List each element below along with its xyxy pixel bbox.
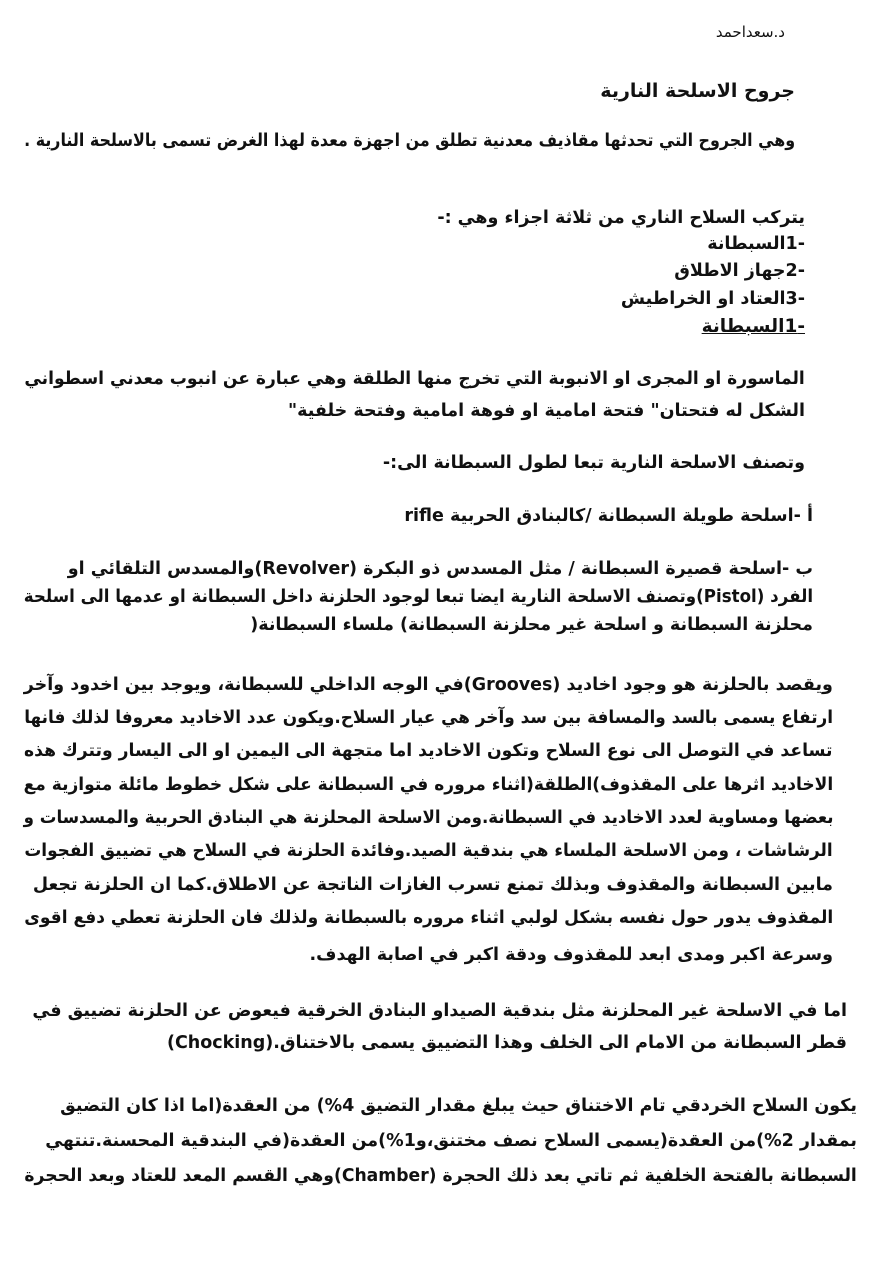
- choke-line-1: يكون السلاح الخردقي تام الاختناق حيث يبلغ مقدار التضيق 4%) من العقدة(اما اذا كان التضيق: [60, 1096, 857, 1116]
- part-item-2: -2جهاز الاطلاق: [674, 261, 805, 281]
- class-b-line-2: الفرد (Pistol)وتصنف الاسلحة النارية ايضا تبعا لوجود الحلزنة داخل السبطانة او عدمها الى اسلحة: [23, 587, 813, 607]
- parts-intro: يتركب السلاح الناري من ثلاثة اجزاء وهي :-: [437, 208, 805, 228]
- smooth-bore-line-2: قطر السبطانة من الامام الى الخلف وهذا التضييق يسمى بالاختناق.(Chocking): [166, 1033, 847, 1053]
- class-b-line-3: محلزنة السبطانة و اسلحة غير محلزنة السبطانة) ملساء السبطانة(: [250, 615, 813, 635]
- section-heading-barrel: -1السبطانة: [701, 316, 805, 337]
- choke-line-3: السبطانة بالفتحة الخلفية ثم تاتي بعد ذلك الحجرة (Chamber)وهي القسم المعد للعتاد وبعد الحجرة: [24, 1166, 857, 1186]
- intro-line-1: وهي الجروح التي تحدثها مقاذيف معدنية تطلق من اجهزة معدة لهذا الغرض تسمى بالاسلحة النارية .: [23, 131, 795, 151]
- part-item-3: -3العتاد او الخراطيش: [620, 289, 805, 309]
- rifling-line-6: الرشاشات ، ومن الاسلحة الملساء هي بندقية الصيد.وفائدة الحلزنة في السلاح هي تضييق الفجوات: [24, 841, 833, 861]
- rifling-line-2: ارتفاع يسمى بالسد والمسافة بين سد وآخر هي عيار السلاح.ويكون عدد الاخاديد معروفا لذلك فانها: [24, 708, 833, 728]
- classification-intro: وتصنف الاسلحة النارية تبعا لطول السبطانة الى:-: [382, 453, 805, 473]
- class-b-line-1: ب -اسلحة قصيرة السبطانة / مثل المسدس ذو البكرة (Revolver)والمسدس التلقائي او: [67, 559, 813, 579]
- choke-line-2: بمقدار 2%)من العقدة(يسمى السلاح نصف مختنق،و1%)من العقدة(في البندقية المحسنة.تنتهي: [45, 1131, 857, 1151]
- rifling-line-3: تساعد في التوصل الى نوع السلاح وتكون الاخاديد اما متجهة الى اليمين او الى اليسار وتترك هذه: [24, 741, 833, 761]
- barrel-def-line-2: الشكل له فتحتان" فتحة امامية او فوهة امامية وفتحة خلفية": [288, 401, 805, 421]
- barrel-def-line-1: الماسورة او المجرى او الانبوبة التي تخرج منها الطلقة وهي عبارة عن انبوب معدني اسطواني: [24, 369, 805, 389]
- rifling-line-4: الاخاديد اثرها على المقذوف)الطلقة(اثناء مروره في السبطانة على شكل خطوط مائلة متوازية مع: [23, 775, 833, 795]
- part-item-1: -1السبطانة: [707, 234, 805, 254]
- class-a-line: أ -اسلحة طويلة السبطانة /كالبنادق الحربية rifle: [404, 506, 813, 526]
- rifling-line-9: وسرعة اكبر ومدى ابعد للمقذوف ودقة اكبر في اصابة الهدف.: [309, 945, 833, 965]
- rifling-line-7: مابين السبطانة والمقذوف وبذلك تمنع تسرب الغازات الناتجة عن الاطلاق.كما ان الحلزنة تجعل: [32, 875, 833, 895]
- rifling-line-1: ويقصد بالحلزنة هو وجود اخاديد (Grooves)في الوجه الداخلي للسبطانة، ويوجد بين اخدود وآخر: [23, 675, 833, 695]
- rifling-line-8: المقذوف يدور حول نفسه بشكل لولبي اثناء مروره بالسبطانة ولذلك فان الحلزنة تعطي دفع اقوى: [24, 908, 833, 928]
- smooth-bore-line-1: اما في الاسلحة غير المحلزنة مثل بندقية الصيداو البنادق الخرقية فيعوض عن الحلزنة تضييق في: [32, 1001, 847, 1021]
- author-name: د.سعداحمد: [715, 23, 785, 41]
- document-title: جروح الاسلحة النارية: [600, 80, 795, 102]
- rifling-line-5: بعضها ومساوية لعدد الاخاديد في السبطانة.ومن الاسلحة المحلزنة هي البنادق الحربية والمسدسات و: [23, 808, 833, 828]
